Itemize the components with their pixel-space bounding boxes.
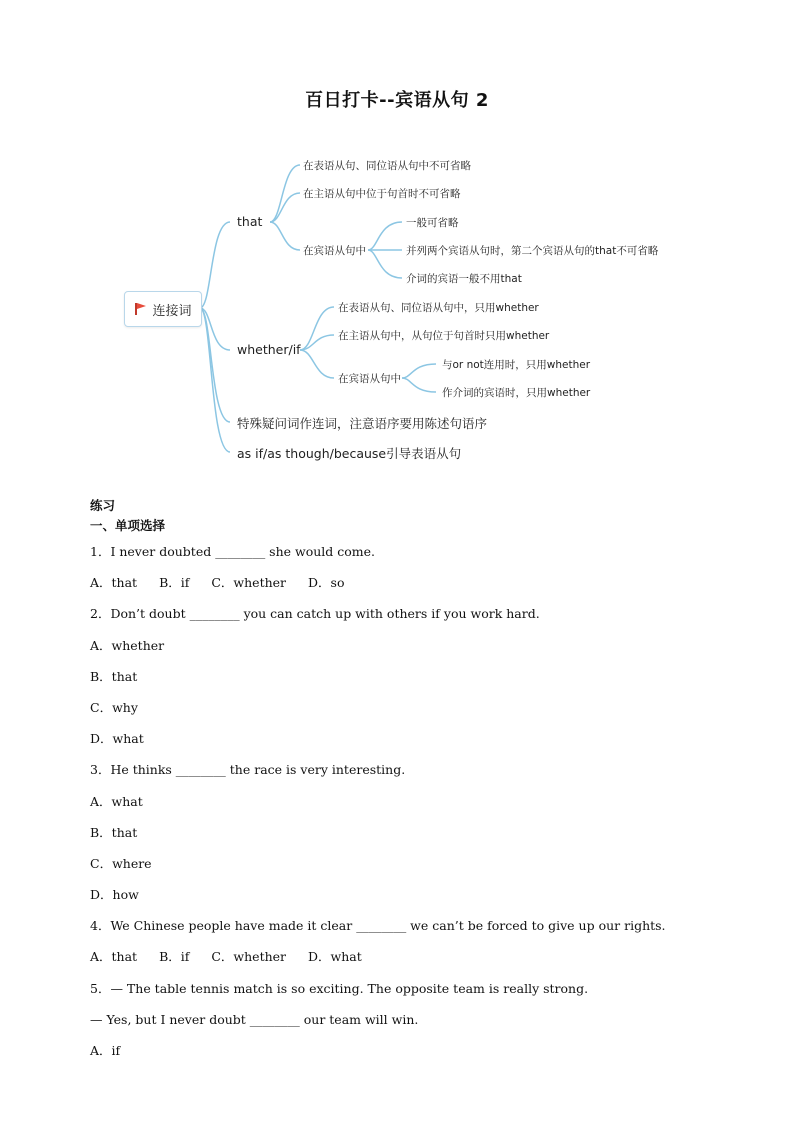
option-a: A．that bbox=[90, 575, 138, 591]
exercise-heading: 练习 bbox=[90, 498, 116, 513]
node-whether-object-item-2: 作介词的宾语时，只用whether bbox=[442, 387, 591, 399]
exercise-section bbox=[90, 496, 730, 1066]
node-whether-if: whether/if bbox=[237, 342, 301, 357]
flag-icon bbox=[134, 303, 146, 315]
question-2 bbox=[90, 598, 730, 754]
option-b: B．that bbox=[90, 668, 138, 684]
option-a: A．whether bbox=[90, 637, 165, 653]
option-c: C．whether bbox=[211, 949, 287, 965]
option-b: B．if bbox=[159, 949, 190, 965]
option-c: C．where bbox=[90, 855, 152, 871]
mind-map-root-label: 连接词 bbox=[152, 303, 192, 319]
question-stem: 5．— The table tennis match is so exciting. The opposite team is really strong. bbox=[90, 980, 589, 996]
option-a: A．what bbox=[90, 793, 143, 809]
node-that-object-clause: 在宾语从句中 bbox=[303, 245, 366, 257]
option-d: D．what bbox=[90, 731, 144, 747]
node-whether-object-item-1: 与or not连用时，只用whether bbox=[442, 359, 591, 371]
node-whether-item-2: 在主语从句中，从句位于句首时只用whether bbox=[338, 330, 550, 342]
page-title: 百日打卡--宾语从句 2 bbox=[305, 90, 489, 111]
section-title: 一、单项选择 bbox=[90, 518, 166, 533]
question-stem: 3．He thinks ________ the race is very interesting. bbox=[90, 762, 406, 778]
question-stem: 4．We Chinese people have made it clear ________ we can’t be forced to give up our rights. bbox=[90, 918, 666, 934]
option-a: A．if bbox=[90, 1043, 121, 1058]
question-4 bbox=[90, 910, 730, 972]
option-d: D．what bbox=[308, 949, 362, 965]
option-c: C．why bbox=[90, 699, 138, 715]
node-that-object-item-3: 介词的宾语一般不用that bbox=[406, 273, 522, 285]
question-stem-reply: — Yes, but I never doubt ________ our team will win. bbox=[90, 1011, 419, 1027]
mind-map bbox=[110, 148, 710, 468]
option-a: A．that bbox=[90, 949, 138, 965]
node-that-object-item-2: 并列两个宾语从句时，第二个宾语从句的that不可省略 bbox=[406, 245, 659, 257]
question-5 bbox=[90, 973, 730, 1067]
question-stem: 1．I never doubted ________ she would come. bbox=[90, 544, 376, 559]
mind-map-root bbox=[124, 291, 202, 327]
options-row bbox=[90, 567, 730, 598]
node-that: that bbox=[237, 214, 263, 229]
question-3 bbox=[90, 754, 730, 910]
question-1 bbox=[90, 536, 730, 598]
option-d: D．so bbox=[308, 575, 345, 591]
option-d: D．how bbox=[90, 887, 139, 903]
option-b: B．that bbox=[90, 824, 138, 840]
options-row bbox=[90, 941, 730, 972]
node-that-item-2: 在主语从句中位于句首时不可省略 bbox=[303, 188, 461, 200]
option-b: B．if bbox=[159, 575, 190, 591]
node-that-item-1: 在表语从句、同位语从句中不可省略 bbox=[303, 160, 471, 172]
node-as-if: as if/as though/because引导表语从句 bbox=[237, 446, 462, 461]
node-whether-object-clause: 在宾语从句中 bbox=[338, 373, 401, 385]
option-c: C．whether bbox=[211, 575, 287, 591]
question-stem: 2．Don’t doubt ________ you can catch up with others if you work hard. bbox=[90, 606, 540, 622]
node-special-question-words: 特殊疑问词作连词，注意语序要用陈述句语序 bbox=[237, 416, 488, 431]
node-that-object-item-1: 一般可省略 bbox=[406, 217, 459, 229]
node-whether-item-1: 在表语从句、同位语从句中，只用whether bbox=[338, 302, 539, 314]
